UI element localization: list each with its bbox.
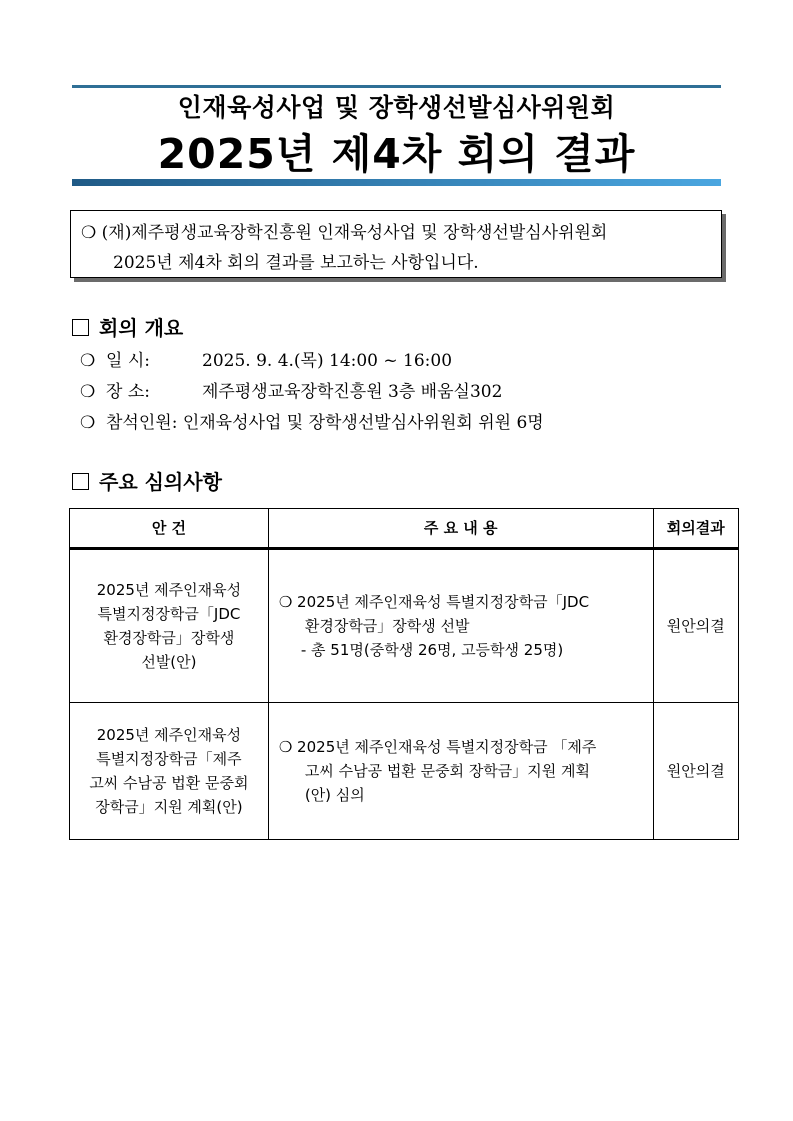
checkbox-square-icon [72, 319, 89, 336]
agenda-text-line: 2025년 제주인재육성 [96, 726, 242, 744]
overview-item-place [80, 381, 502, 403]
content-text-line: - 총 51명(중학생 26명, 고등학생 25명) [300, 641, 564, 659]
section-heading-agenda-text: 주요 심의사항 [99, 470, 222, 494]
content-text-line: 환경장학금」장학생 선발 [304, 617, 470, 635]
content-text-line: ❍ 2025년 제주인재육성 특별지정장학금 「제주 [278, 738, 597, 756]
content-text-line: ❍ 2025년 제주인재육성 특별지정장학금「JDC [278, 593, 590, 611]
agenda-cell [70, 549, 269, 703]
header-content: 주 요 내 용 [268, 509, 653, 549]
overview-item-date [80, 350, 452, 372]
content-text-line: (안) 심의 [304, 786, 365, 804]
overview-value: 2025. 9. 4.(목) 14:00 ~ 16:00 [202, 351, 453, 371]
summary-line-2: 2025년 제4차 회의 결과를 보고하는 사항입니다. [113, 253, 479, 273]
document-title-line2: 2025년 제4차 회의 결과 [157, 130, 636, 178]
circle-bullet-icon: ❍ [80, 351, 96, 371]
summary-line-1: ❍ (재)제주평생교육장학진흥원 인재육성사업 및 장학생선발심사위원회 [81, 223, 608, 243]
table-header-row [70, 509, 739, 549]
result-cell: 원안의결 [653, 703, 738, 840]
overview-label: 참석인원: [106, 413, 178, 433]
section-heading-overview-text: 회의 개요 [99, 316, 184, 340]
agenda-text-line: 환경장학금」장학생 [103, 629, 235, 647]
circle-bullet-icon: ❍ [80, 382, 96, 402]
overview-item-attendees [80, 412, 544, 434]
summary-box [70, 210, 722, 278]
content-cell [268, 703, 653, 840]
circle-bullet-icon: ❍ [80, 413, 96, 433]
agenda-table [69, 508, 739, 840]
table-row [70, 703, 739, 840]
header-agenda: 안 건 [70, 509, 269, 549]
agenda-text-line: 고씨 수남공 법환 문중회 [89, 774, 249, 792]
checkbox-square-icon [72, 473, 89, 490]
agenda-cell [70, 703, 269, 840]
result-cell: 원안의결 [653, 549, 738, 703]
title-bottom-rule [72, 179, 721, 186]
agenda-text-line: 특별지정장학금「제주 [96, 750, 242, 768]
table-row [70, 549, 739, 703]
document-title-line1: 인재육성사업 및 장학생선발심사위원회 [177, 93, 616, 122]
overview-value: 인재육성사업 및 장학생선발심사위원회 위원 6명 [182, 413, 544, 433]
overview-label: 일 시: [106, 351, 150, 371]
title-top-rule [72, 85, 721, 88]
agenda-text-line: 특별지정장학금「JDC [97, 605, 241, 623]
header-result: 회의결과 [653, 509, 738, 549]
section-heading-agenda [72, 469, 222, 495]
section-heading-overview [72, 315, 183, 341]
overview-value: 제주평생교육장학진흥원 3층 배움실302 [202, 382, 503, 402]
content-text-line: 고씨 수남공 법환 문중회 장학금」지원 계획 [304, 762, 591, 780]
overview-label: 장 소: [106, 382, 150, 402]
agenda-text-line: 2025년 제주인재육성 [96, 581, 242, 599]
content-cell [268, 549, 653, 703]
agenda-text-line: 장학금」지원 계획(안) [95, 798, 243, 816]
agenda-text-line: 선발(안) [141, 653, 197, 671]
